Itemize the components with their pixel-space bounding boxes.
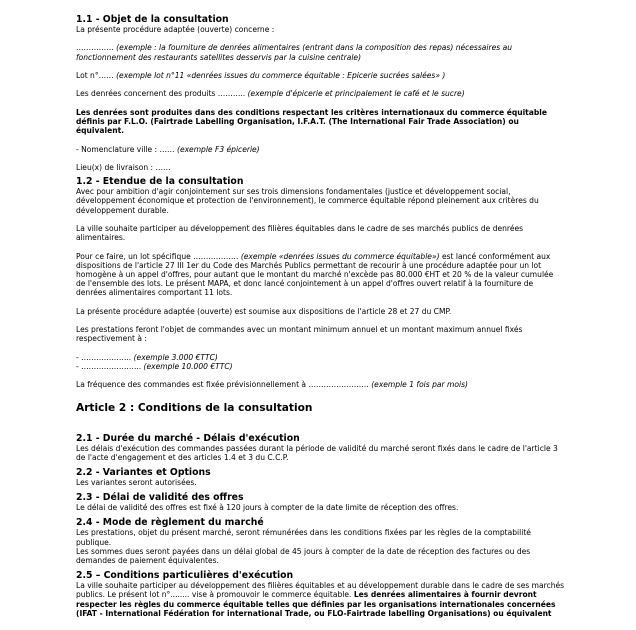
section-1-2-title: 1.2 - Etendue de la consultation	[76, 176, 244, 188]
s11-denrees-prefix: Les denrées concernent des produits ………..	[76, 89, 248, 99]
s11-lot-prefix: Lot n°……	[76, 70, 117, 80]
s21-line-1: Les délais d'exécution des commandes passées durant la période de validité du marché seront fixés dans le cadre de l'article 3	[76, 443, 558, 453]
s25-line-4: (IFAT - International Fédération for international Trade, ou FLO-Fairtrade labelling Organisations) ou équivalent	[76, 608, 552, 618]
s21-line-2: de l'acte d'engagement et des articles 1.4 et 3 du C.C.P.	[76, 452, 289, 462]
s11-example-cont: fonctionnement des restaurants satellites desservis par la cuisine centrale)	[76, 52, 362, 62]
s12-p5-line-1: Les prestations feront l'objet de commandes avec un montant minimum annuel et un montant maximum annuel fixés	[76, 325, 523, 335]
s12-freq-example: (exemple 1 fois par mois)	[371, 380, 468, 390]
document-page	[76, 14, 606, 618]
s12-p3-line-5: denrées alimentaires comportant 11 lots.	[76, 288, 233, 298]
s12-p2-line-2: alimentaires.	[76, 233, 126, 243]
s12-p3-line-2: dispositions de l'article 27 III 1er du Code des Marchés Publics permettant de recourir à une procédure adaptée pour un lot	[76, 260, 542, 270]
s12-p3-line-3: homogène à un appel d'offres, pour autant que le montant du marché n'excède pas 80.000 €HT et 20 % de la valeur cumulée	[76, 269, 554, 279]
s11-bold-line-1: Les denrées sont produites dans des conditions respectant les critères internationaux du commerce équitable	[76, 107, 547, 117]
s12-max-amount	[76, 362, 606, 371]
s12-max-example: (exemple 10.000 €TTC)	[143, 361, 233, 371]
s12-min-amount	[76, 353, 606, 362]
s12-p3-line-1	[76, 252, 606, 261]
s11-example: (exemple : la fourniture de denrées alimentaires (entrant dans la composition des repas) nécessaires au	[116, 43, 512, 53]
s12-freq-prefix: La fréquence des commandes est fixée prévisionnellement à ……………………	[76, 380, 372, 390]
s25-line-3: respecter les règles du commerce équitable telles que définies par les organisations internationales concernées	[76, 599, 556, 609]
s12-p3-prefix: Pour ce faire, un lot spécifique ………………	[76, 251, 241, 261]
section-2-4-title: 2.4 - Mode de règlement du marché	[76, 517, 264, 529]
s12-min-prefix: - ………………..	[76, 352, 134, 362]
s24-line-3: Les sommes dues seront payées dans un délai global de 45 jours à compter de la date de réception des factures ou des	[76, 546, 531, 556]
s23-line-1: Le délai de validité des offres est fixé à 120 jours à compter de la date limite de réception des offres.	[76, 503, 459, 513]
s25-line-1: La ville souhaite participer au développement des filières équitables et au développement durable dans le cadre de ses marchés	[76, 581, 565, 591]
s12-p1-line-1: Avec pour ambition d'agir conjointement sur ses trois dimensions fondamentales (justice et développement social,	[76, 187, 511, 197]
s11-lot-example: (exemple lot n°11 «denrées issues du commerce équitable : Epicerie sucrées salées» )	[116, 70, 446, 80]
s11-nomen-example: (exemple F3 épicerie)	[177, 144, 260, 154]
article-2-title: Article 2 : Conditions de la consultation	[76, 401, 313, 414]
s11-object-line	[76, 43, 606, 52]
s24-line-4: demandes de paiement équivalentes.	[76, 555, 219, 565]
section-2-2-title: 2.2 - Variantes et Options	[76, 466, 211, 478]
s25-line-2	[76, 590, 606, 599]
s12-min-example: (exemple 3.000 €TTC)	[133, 352, 218, 362]
s25-line-2-normal: publics. Le présent lot n°........ vise à promouvoir le commerce équitable.	[76, 590, 354, 600]
s12-p4: La présente procédure adaptée (ouverte) est soumise aux dispositions de l'article 28 et 27 du CMP.	[76, 306, 452, 316]
s24-line-2: publique.	[76, 537, 112, 547]
s11-intro: La présente procédure adaptée (ouverte) concerne :	[76, 25, 275, 34]
section-2-1-title: 2.1 - Durée du marché - Délais d'exécution	[76, 432, 300, 444]
s12-p3-line-4: de l'ensemble des lots. Le présent MAPA, et donc lancé conjointement à un appel d'offres ouvert relatif à la fourniture de	[76, 279, 534, 289]
s11-dots: ……………	[76, 43, 117, 53]
s11-denrees-example: (exemple d'épicerie et principalement le café et le sucre)	[247, 89, 465, 99]
section-2-3-title: 2.3 - Délai de validité des offres	[76, 492, 244, 504]
s12-p2-line-1: La ville souhaite participer au développement des filières équitables dans le cadre de ses marchés publics de denrées	[76, 223, 524, 233]
s12-p5-line-2: respectivement à :	[76, 334, 147, 344]
s24-line-1: Les prestations, objet du présent marché, seront rémunérées dans les conditions fixées par les règles de la comptabilité	[76, 528, 531, 538]
s25-line-2-bold: Les denrées alimentaires à fournir devront	[353, 590, 537, 600]
s11-lieu: Lieu(x) de livraison : ……	[76, 162, 171, 172]
section-2-5-title: 2.5 – Conditions particulières d'exécution	[76, 570, 294, 582]
s12-p3-example: (exemple «denrées issues du commerce équitable»)	[240, 251, 440, 261]
s11-bold-line-2: définis par F.L.O. (Fairtrade Labelling Organisation, I.F.A.T. (The International Fair Trade Association) ou	[76, 116, 519, 126]
s12-frequency	[76, 380, 606, 389]
s22-line-1: Les variantes seront autorisées.	[76, 477, 197, 487]
s12-max-prefix: - …………………...	[76, 361, 144, 371]
s12-p1-line-3: développement durable.	[76, 205, 169, 215]
s11-nomen-prefix: - Nomenclature ville : ……	[76, 144, 177, 154]
section-1-1-title: 1.1 - Objet de la consultation	[76, 14, 229, 25]
s11-lot-line	[76, 71, 606, 80]
s11-bold-line-3: équivalent.	[76, 126, 125, 136]
s11-nomenclature	[76, 145, 606, 154]
s12-p3-suffix: est lancé conformément aux	[439, 251, 551, 261]
s12-p1-line-2: développement économique et protection de l'environnement), le commerce équitable répond pleinement aux critères du	[76, 196, 539, 206]
s11-denrees-line	[76, 89, 606, 98]
